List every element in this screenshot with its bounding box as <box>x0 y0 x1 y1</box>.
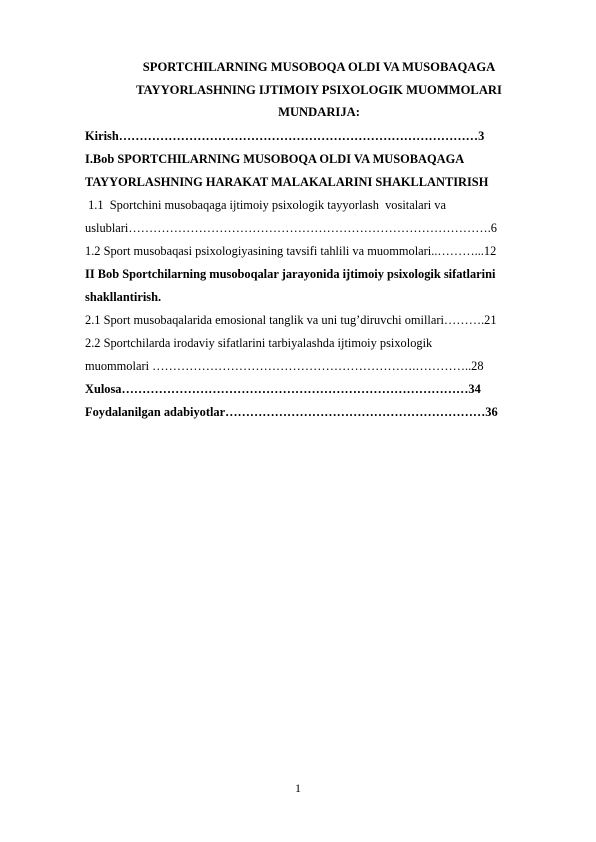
document-title-line-1: SPORTCHILARNING MUSOBOQA OLDI VA MUSOBAQAGA <box>142 60 496 74</box>
toc-section-1-1-line-1: 1.1 Sportchini musobaqaga ijtimoiy psixologik tayyorlash vositalari va <box>85 198 447 212</box>
toc-entry-conclusion: Xulosa…………………………………………………………………………34 <box>85 382 481 396</box>
toc-section-1-1-line-2: uslublari…………………………………………………………………………….6 <box>85 221 497 235</box>
toc-section-1-2: 1.2 Sport musobaqasi psixologiyasining tavsifi tahlili va muommolari..………...12 <box>85 244 497 258</box>
contents-heading: MUNDARIJA: <box>278 105 360 119</box>
toc-chapter-1-line-1: I.Bob SPORTCHILARNING MUSOBOQA OLDI VA MUSOBAQAGA <box>85 152 465 166</box>
toc-section-2-1: 2.1 Sport musobaqalarida emosional tanglik va uni tug’diruvchi omillari……….21 <box>85 313 497 327</box>
toc-entry-references: Foydalanilgan adabiyotlar………………………………………………………36 <box>85 405 498 419</box>
toc-chapter-2-line-1: II Bob Sportchilarning musoboqalar jarayonida ijtimoiy psixologik sifatlarini <box>85 267 496 281</box>
page-number: 1 <box>295 781 301 795</box>
toc-entry-introduction: Kirish……………………………………………………………………………3 <box>85 129 485 143</box>
toc-chapter-2-line-2: shakllantirish. <box>85 290 162 304</box>
toc-chapter-1-line-2: TAYYORLASHNING HARAKAT MALAKALARINI SHAKLLANTIRISH <box>85 175 489 189</box>
document-title-line-2: TAYYORLASHNING IJTIMOIY PSIXOLOGIK MUOMMOLARI <box>136 83 502 97</box>
toc-section-2-2-line-2: muommolari ……………………………………………………….…………..28 <box>85 359 484 373</box>
toc-section-2-2-line-1: 2.2 Sportchilarda irodaviy sifatlarini tarbiyalashda ijtimoiy psixologik <box>85 336 433 350</box>
